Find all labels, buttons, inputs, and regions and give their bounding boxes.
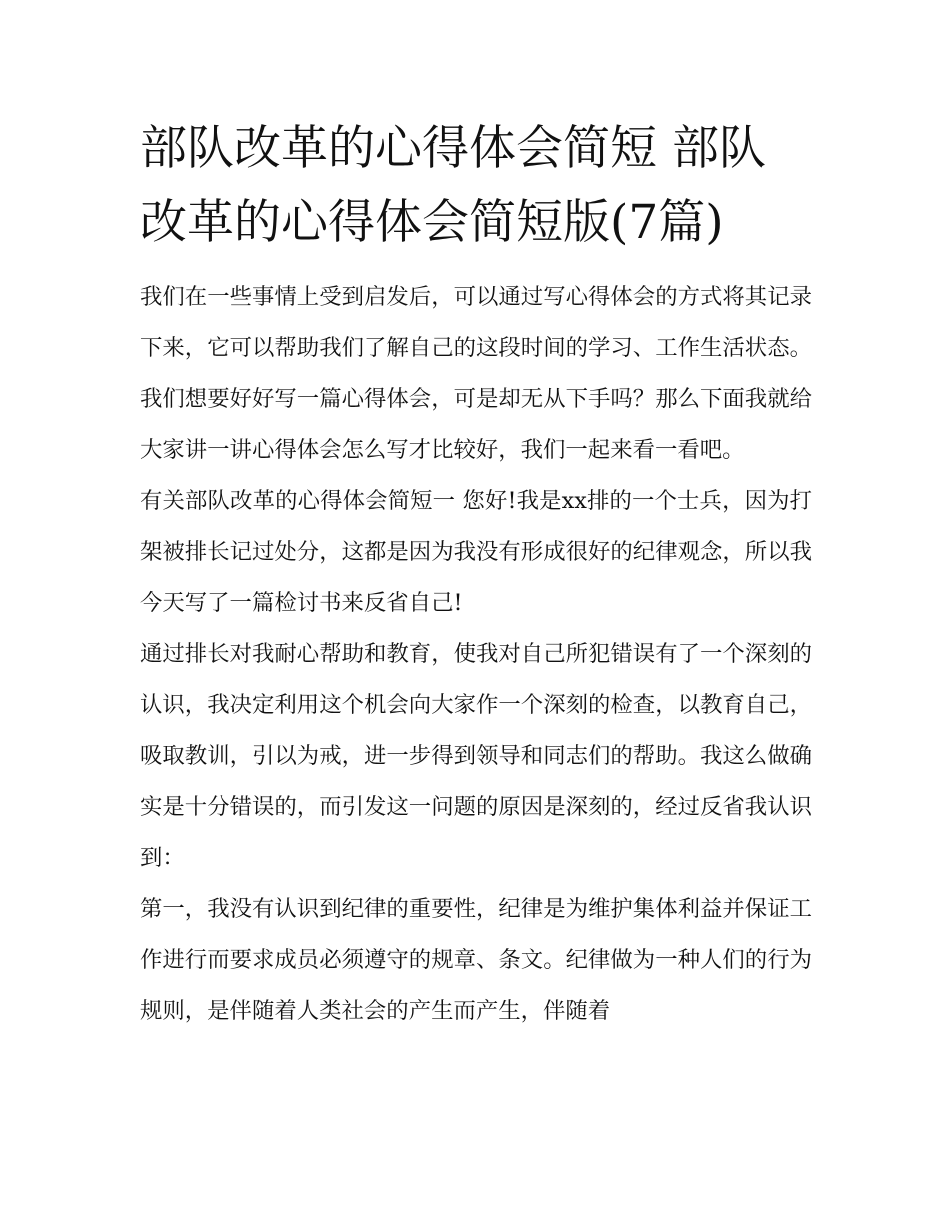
paragraph-3: 第一，我没有认识到纪律的重要性，纪律是为维护集体利益并保证工作进行而要求成员必须遵守的规章、条文。纪律做为一种人们的行为规则，是伴随着人类社会的产生而产生，伴随着 [140,896,812,1024]
paragraph-1: 有关部队改革的心得体会简短一 您好!我是xx排的一个士兵，因为打架被排长记过处分，这都是因为我没有形成很好的纪律观念，所以我今天写了一篇检讨书来反省自己! [140,488,812,616]
paragraph-intro: 我们在一些事情上受到启发后，可以通过写心得体会的方式将其记录下来，它可以帮助我们了解自己的这段时间的学习、工作生活状态。我们想要好好写一篇心得体会，可是却无从下手吗？那么下面我就给大家讲一讲心得体会怎么写才比较好，我们一起来看一看吧。 [140,284,812,463]
document-title: 部队改革的心得体会简短 部队改革的心得体会简短版(7篇) [140,121,766,250]
document-body [140,272,812,1037]
paragraph-2: 通过排长对我耐心帮助和教育，使我对自己所犯错误有了一个深刻的认识，我决定利用这个机会向大家作一个深刻的检查，以教育自己，吸取教训，引以为戒，进一步得到领导和同志们的帮助。我这么做确实是十分错误的，而引发这一问题的原因是深刻的，经过反省我认识到： [140,641,812,871]
document-page [140,112,812,1037]
